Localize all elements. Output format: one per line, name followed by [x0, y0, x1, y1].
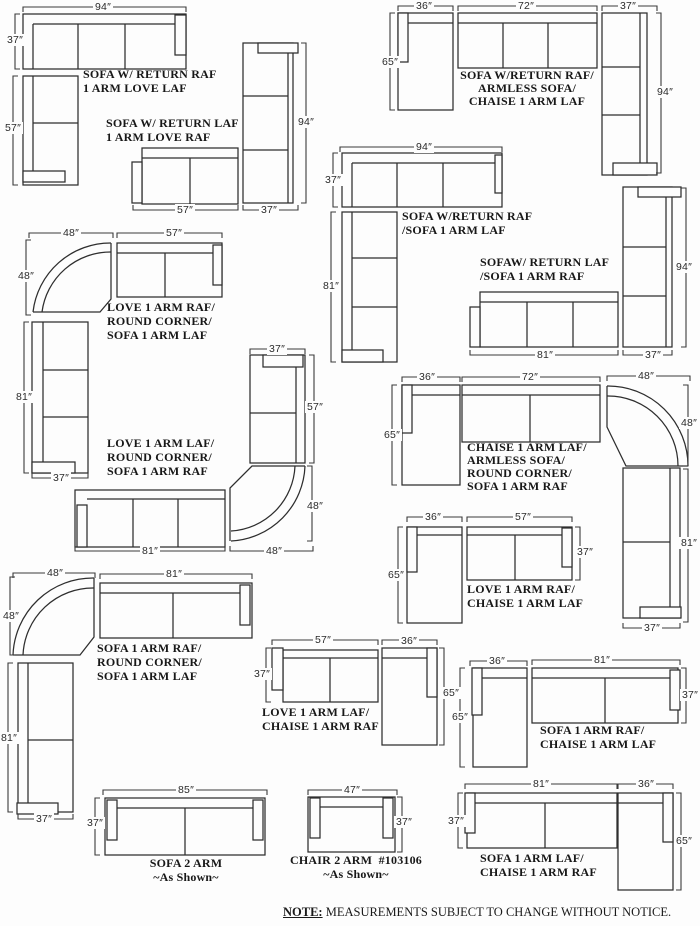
config-label [402, 210, 532, 237]
config-label [107, 300, 215, 342]
dim-label: 37″ [577, 546, 593, 558]
note-text: MEASUREMENTS SUBJECT TO CHANGE WITHOUT NOTICE. [322, 905, 672, 919]
dim-label: 36″ [401, 635, 417, 647]
dim-label: 94″ [416, 141, 432, 153]
dim-label: 57″ [307, 401, 323, 413]
dim-label: 37″ [53, 472, 69, 484]
dim-label: 81″ [594, 654, 610, 666]
config-label-line: CHAISE 1 ARM RAF [262, 718, 379, 733]
dim-label: 37″ [396, 816, 412, 828]
dim-label: 81″ [142, 545, 158, 557]
config-label-line: ARMLESS SOFA/ [467, 453, 566, 467]
dim-label: 65″ [388, 569, 404, 581]
config-label-line: SOFA W/RETURN RAF [402, 209, 533, 223]
dim-label: 94″ [657, 86, 673, 98]
dim-label: 81″ [1, 732, 17, 744]
dim-label: 37″ [254, 668, 270, 680]
config-label-line: ~As Shown~ [323, 867, 389, 881]
dim-label: 37″ [261, 204, 277, 216]
config-label-line: ROUND CORNER/ [467, 466, 572, 480]
config-label-line: 1 ARM LOVE LAF [83, 80, 187, 95]
dim-label: 48″ [47, 567, 63, 579]
config-label-line: SOFA 1 ARM RAF [467, 479, 568, 493]
config-label-line: 1 ARM LOVE RAF [106, 129, 211, 144]
dim-label: 72″ [518, 0, 534, 12]
config-label-line: LOVE 1 ARM RAF/ [467, 582, 575, 596]
dim-label: 48″ [638, 370, 654, 382]
diagram-sofa-raf-corner-sofa-laf [8, 573, 252, 819]
config-label-line: SOFA 1 ARM RAF/ [97, 641, 202, 655]
dim-label: 36″ [638, 778, 654, 790]
config-label [480, 256, 609, 283]
config-label-line: SOFA 1 ARM LAF/ [480, 851, 584, 865]
dim-label: 37″ [644, 622, 660, 634]
config-label-line: ROUND CORNER/ [97, 655, 202, 669]
config-label-line: CHAISE 1 ARM LAF [468, 94, 586, 108]
config-label [467, 441, 587, 493]
config-label [150, 856, 222, 884]
config-label-line: SOFA 2 ARM [149, 856, 223, 870]
config-label-line: CHAISE 1 ARM RAF [480, 864, 597, 879]
dim-label: 36″ [489, 655, 505, 667]
diagram-chair-2-arm [308, 790, 402, 852]
dim-label: 81″ [166, 568, 182, 580]
dim-label: 94″ [95, 1, 111, 13]
config-label-line: LOVE 1 ARM LAF/ [262, 705, 370, 719]
dim-label: 81″ [537, 349, 553, 361]
config-label-line: SOFA 1 ARM RAF [107, 464, 208, 478]
config-label [97, 641, 202, 683]
dim-label: 37″ [87, 817, 103, 829]
config-label-line: SOFA W/RETURN RAF/ [460, 68, 594, 82]
config-label [467, 583, 583, 610]
dim-label: 36″ [419, 371, 435, 383]
config-label-line: CHAIR 2 ARM #103106 [290, 853, 422, 867]
config-label [106, 117, 239, 144]
dim-label: 48″ [3, 610, 19, 622]
config-label-line: /SOFA 1 ARM LAF [402, 222, 506, 237]
config-label [107, 436, 214, 478]
dim-label: 37″ [7, 34, 23, 46]
config-label-line: SOFA W/ RETURN LAF [106, 116, 239, 130]
config-label-line: CHAISE 1 ARM LAF [540, 736, 657, 751]
dim-label: 72″ [522, 371, 538, 383]
dim-label: 81″ [533, 778, 549, 790]
dim-label: 65″ [384, 429, 400, 441]
config-label-line: ARMLESS SOFA/ [477, 81, 577, 95]
config-label-line: CHAISE 1 ARM LAF/ [467, 440, 587, 454]
dim-label: 47″ [344, 784, 360, 796]
config-label [480, 852, 597, 879]
config-label-line: ROUND CORNER/ [107, 314, 212, 328]
config-label [83, 68, 217, 95]
dim-label: 37″ [448, 815, 464, 827]
dim-label: 57″ [315, 634, 331, 646]
config-label-line: ~As Shown~ [153, 870, 219, 884]
dim-label: 37″ [645, 349, 661, 361]
dim-label: 57″ [5, 122, 21, 134]
dim-label: 94″ [676, 261, 692, 273]
dim-label: 48″ [307, 500, 323, 512]
config-label-line: SOFA 1 ARM LAF [97, 669, 198, 683]
dim-label: 37″ [36, 813, 52, 825]
dim-label: 65″ [443, 687, 459, 699]
dim-label: 37″ [325, 174, 341, 186]
note-label: NOTE: [283, 905, 323, 919]
config-label-line: CHAISE 1 ARM LAF [467, 595, 584, 610]
dim-label: 37″ [269, 343, 285, 355]
dim-label: 37″ [620, 0, 636, 12]
config-label-line: SOFAW/ RETURN LAF [480, 255, 610, 269]
dim-label: 65″ [452, 711, 468, 723]
dim-label: 48″ [18, 270, 34, 282]
dim-label: 81″ [323, 280, 339, 292]
dim-label: 48″ [681, 417, 697, 429]
dim-label: 57″ [177, 204, 193, 216]
dim-label: 57″ [166, 227, 182, 239]
dim-label: 48″ [266, 545, 282, 557]
dim-label: 57″ [515, 511, 531, 523]
dim-label: 37″ [682, 689, 698, 701]
config-label [460, 69, 594, 108]
dim-label: 94″ [298, 116, 314, 128]
dim-label: 85″ [178, 784, 194, 796]
config-label-line: SOFA 1 ARM LAF [107, 328, 208, 342]
config-label [540, 724, 656, 751]
diagram-sofa-2-arm [95, 790, 267, 855]
config-label-line: LOVE 1 ARM LAF/ [107, 436, 215, 450]
measurements-note [283, 905, 671, 920]
dim-label: 36″ [425, 511, 441, 523]
config-label [290, 853, 422, 881]
dim-label: 65″ [382, 56, 398, 68]
config-label-line: ROUND CORNER/ [107, 450, 212, 464]
dim-label: 36″ [416, 0, 432, 12]
config-label-line: SOFA W/ RETURN RAF [83, 67, 217, 81]
config-label-line: /SOFA 1 ARM RAF [480, 268, 585, 283]
config-label [262, 706, 379, 733]
dim-label: 81″ [16, 391, 32, 403]
config-label-line: SOFA 1 ARM RAF/ [540, 723, 645, 737]
config-label-line: LOVE 1 ARM RAF/ [107, 300, 215, 314]
dim-label: 48″ [63, 227, 79, 239]
dim-label: 81″ [681, 537, 697, 549]
dim-label: 65″ [676, 835, 692, 847]
